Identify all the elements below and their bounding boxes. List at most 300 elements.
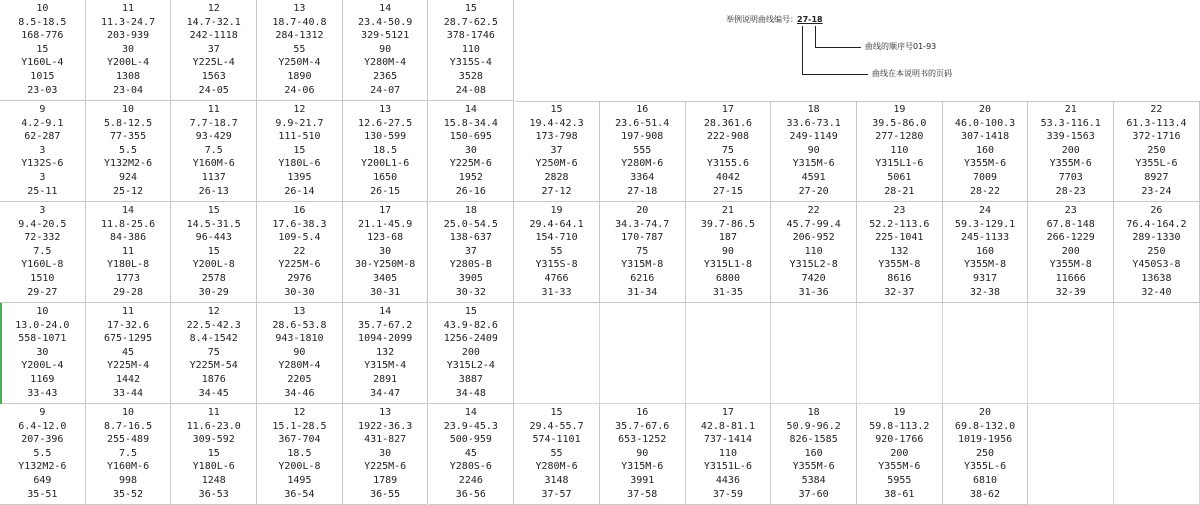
cell-motor-model: Y200L-4 [21,360,64,372]
cell-power: 45 [122,346,135,358]
empty-cell [686,303,772,404]
cell-index: 21 [721,205,734,216]
cell-power: 7.5 [204,144,223,156]
cell-index: 15 [464,3,477,14]
cell-curve-code: 37-59 [712,488,743,500]
cell-value: 2891 [373,374,398,385]
curve-cell[interactable] [857,101,943,202]
cell-power: 110 [461,43,480,55]
cell-curve-code: 34-47 [370,387,401,399]
cell-range-2: 154-710 [535,232,578,244]
cell-power: 132 [376,346,395,358]
cell-range-1: 9.4-20.5 [18,218,67,230]
cell-motor-model: Y355M-8 [963,259,1007,271]
curve-cell[interactable] [171,202,257,303]
cell-index: 20 [979,104,992,115]
cell-range-2: 197-908 [621,131,664,143]
cell-range-2: 339-1563 [1046,131,1095,143]
cell-curve-code: 23-24 [1141,185,1172,197]
cell-motor-model: Y315M-4 [364,360,407,372]
cell-value: 1650 [373,172,398,183]
cell-range-1: 23.9-45.3 [443,420,498,432]
legend-page-label: 曲线在本说明书的页码 [872,69,952,78]
cell-curve-code: 32-39 [1055,286,1086,298]
cell-index: 13 [379,104,392,115]
curve-cell[interactable] [600,101,686,202]
empty-cell [1028,303,1114,404]
cell-power: 30 [122,43,135,55]
cell-power: 55 [293,43,306,55]
cell-range-1: 67.8-148 [1046,218,1095,230]
cell-motor-model: Y355L-6 [1135,158,1178,170]
cell-range-1: 11.3-24.7 [100,16,156,28]
cell-value: 4042 [715,172,740,183]
cell-range-1: 50.9-96.2 [786,420,841,432]
cell-range-2: 266-1229 [1046,232,1095,244]
cell-range-1: 28.6-53.8 [272,319,327,331]
cell-index: 9 [39,104,46,115]
empty-cell [600,303,686,404]
cell-curve-code: 28-21 [884,185,915,197]
cell-range-2: 245-1133 [960,232,1010,244]
cell-range-1: 61.3-113.4 [1126,117,1187,129]
curve-cell[interactable] [1114,202,1200,303]
cell-range-1: 11.6-23.0 [186,420,241,432]
cell-power: 250 [1147,144,1166,156]
cell-power: 200 [890,447,909,459]
cell-power: 75 [207,346,220,358]
cell-range-2: 1094-2099 [358,333,413,345]
cell-power: 15 [36,43,49,55]
cell-index: 12 [293,407,306,418]
cell-value: 1308 [115,71,141,82]
cell-range-1: 11.8-25.6 [100,218,156,230]
cell-curve-code: 34-48 [455,387,486,399]
cell-index: 14 [464,407,477,418]
cell-motor-model: Y225M-6 [278,259,321,271]
cell-range-2: 329-5121 [361,30,410,42]
cell-motor-model: Y250M-4 [278,57,321,69]
cell-range-2: 431-827 [364,434,407,446]
curve-cell[interactable] [600,404,686,505]
cell-range-2: 77-355 [109,131,147,143]
cell-motor-model: Y355M-8 [1049,259,1092,271]
cell-value: 1510 [30,273,55,284]
cell-power: 30 [379,245,392,257]
cell-motor-model: Y355L-6 [963,461,1007,473]
cell-curve-code: 27-12 [541,185,572,197]
cell-motor-model: Y180L-8 [106,259,150,271]
cell-range-1: 29.4-64.1 [529,218,584,230]
cell-power: 45 [464,447,477,459]
cell-motor-model: Y355M-6 [792,461,835,473]
cell-motor-model: Y225L-4 [192,57,235,69]
cell-power: 18.5 [373,144,398,156]
cell-index: 21 [1064,104,1077,115]
cell-curve-code: 38-62 [969,488,1001,500]
cell-power: 110 [718,447,737,459]
cell-index: 22 [807,205,820,216]
curve-cell[interactable] [0,404,86,505]
cell-curve-code: 26-14 [284,185,315,197]
cell-motor-model: Y225M-6 [449,158,492,170]
cell-power: 110 [890,144,909,156]
cell-range-1: 69.8-132.0 [954,420,1016,432]
cell-power: 55 [550,245,563,257]
cell-index: 11 [207,104,220,115]
cell-index: 16 [636,407,649,418]
curve-cell[interactable] [343,101,429,202]
cell-range-2: 737-1414 [703,434,753,446]
cell-curve-code: 33-43 [27,387,58,399]
connector-page-horizontal [802,74,868,75]
cell-motor-model: Y200L-8 [192,259,235,271]
curve-cell[interactable] [600,202,686,303]
curve-cell[interactable] [257,101,343,202]
cell-motor-model: Y160M-6 [192,158,235,170]
cell-index: 12 [207,3,220,14]
cell-curve-code: 35-51 [27,488,58,500]
cell-index: 24 [979,205,992,216]
cell-power: 55 [550,447,563,459]
cell-value: 3905 [458,273,483,284]
cell-motor-model: Y315L1-6 [875,158,924,170]
cell-range-1: 43.9-82.6 [443,319,498,331]
cell-power: 30 [379,447,392,459]
cell-index: 11 [122,306,135,317]
connector-page-vertical [802,26,803,74]
cell-power: 90 [379,43,392,55]
curve-cell[interactable] [257,0,343,101]
cell-range-1: 13.0-24.0 [15,319,70,331]
legend-title: 举例说明曲线编号： [726,15,798,24]
cell-value: 5061 [887,172,912,183]
empty-cell [1114,303,1200,404]
cell-range-1: 22.5-42.3 [186,319,241,331]
cell-power: 5.5 [33,447,52,459]
cell-range-1: 33.6-73.1 [786,117,841,129]
cell-curve-code: 30-29 [198,286,229,298]
cell-index: 11 [122,3,135,14]
cell-curve-code: 36-55 [370,488,401,500]
cell-index: 12 [207,306,220,317]
cell-range-1: 1922-36.3 [358,420,413,432]
curve-cell[interactable] [943,101,1029,202]
cell-curve-code: 37-57 [541,488,572,500]
cell-range-1: 18.7-40.8 [272,16,327,28]
cell-index: 15 [550,407,563,418]
cell-index: 14 [379,3,392,14]
cell-range-2: 187 [718,232,737,244]
cell-range-2: 168-776 [21,30,64,42]
curve-cell[interactable] [514,404,600,505]
cell-range-2: 111-510 [278,131,321,143]
curve-cell[interactable] [257,404,343,505]
cell-range-1: 9.9-21.7 [275,117,324,129]
cell-curve-code: 28-22 [969,185,1001,197]
cell-curve-code: 25-11 [27,185,58,197]
cell-value: 2578 [201,273,226,284]
cell-range-1: 21.1-45.9 [358,218,413,230]
curve-cell[interactable] [257,202,343,303]
cell-power: 75 [636,245,649,257]
cell-motor-model: Y355M-6 [963,158,1007,170]
cell-index: 10 [122,407,135,418]
cell-motor-model: Y280S-6 [449,461,492,473]
cell-value: 4436 [715,475,740,486]
cell-index: 12 [293,104,306,115]
curve-cell[interactable] [86,303,172,404]
cell-index: 13 [293,3,306,14]
cell-motor-model: Y250M-6 [535,158,578,170]
cell-value: 1773 [115,273,141,284]
cell-range-2: 138-637 [449,232,492,244]
cell-value: 1248 [201,475,226,486]
cell-motor-model: Y280M-4 [364,57,407,69]
curve-cell[interactable] [429,303,515,404]
cell-curve-code: 23-03 [27,84,58,96]
cell-motor-model: Y315M-6 [792,158,835,170]
cell-range-2: 367-704 [278,434,321,446]
cell-range-2: 170-787 [621,232,664,244]
curve-cell[interactable] [514,101,600,202]
curve-cell[interactable] [514,202,600,303]
cell-value: 998 [119,475,138,486]
curve-cell[interactable] [86,202,172,303]
connector-seq-vertical [815,26,816,47]
cell-range-2: 62-287 [24,131,61,143]
cell-curve-code: 24-05 [198,84,229,96]
cell-index: 26 [1150,205,1163,216]
cell-motor-model: Y160L-4 [21,57,64,69]
cell-range-1: 17.6-38.3 [272,218,327,230]
cell-range-1: 28.361.6 [703,117,753,129]
cell-curve-code: 32-40 [1141,286,1172,298]
cell-range-2: 130-599 [364,131,407,143]
cell-motor-model: Y315L1-8 [703,259,753,271]
cell-value: 1395 [287,172,312,183]
cell-value: 5955 [887,475,912,486]
cell-motor-model: Y280S-B [449,259,492,271]
cell-curve-code: 29-28 [112,286,144,298]
cell-range-2: 242-1118 [189,30,238,42]
curve-cell[interactable] [86,101,172,202]
curve-cell[interactable] [343,202,429,303]
cell-value: 8927 [1144,172,1169,183]
cell-value: 1890 [287,71,312,82]
cell-index: 20 [636,205,649,216]
cell-range-1: 12.6-27.5 [358,117,413,129]
cell-curve-code: 31-33 [541,286,572,298]
cell-range-2: 1256-2409 [443,333,498,345]
cell-range-1: 4.2-9.1 [21,117,64,129]
curve-cell[interactable] [857,404,943,505]
curve-cell[interactable] [0,303,86,404]
cell-index: 15 [207,205,220,216]
curve-cell[interactable] [429,101,515,202]
cell-motor-model: Y160M-6 [106,461,150,473]
curve-cell[interactable] [686,404,772,505]
cell-power: 30 [36,346,49,358]
cell-index: 19 [550,205,563,216]
curve-cell[interactable] [171,101,257,202]
curve-cell[interactable] [343,303,429,404]
cell-value: 2205 [287,374,312,385]
curve-cell[interactable] [1028,202,1114,303]
cell-curve-code: 37-60 [798,488,829,500]
cell-range-2: 284-1312 [275,30,324,42]
cell-index: 16 [636,104,649,115]
curve-cell[interactable] [86,0,172,101]
cell-index: 23 [893,205,906,216]
cell-curve-code: 31-34 [627,286,658,298]
cell-index: 14 [379,306,392,317]
cell-curve-code: 30-32 [455,286,486,298]
cell-curve-code: 23-04 [112,84,144,96]
curve-cell[interactable] [771,101,857,202]
empty-cell [857,303,943,404]
cell-range-2: 675-1295 [103,333,153,345]
cell-value: 4766 [544,273,569,284]
cell-range-2: 372-1716 [1132,131,1181,143]
cell-range-2: 249-1149 [789,131,838,143]
curve-cell[interactable] [171,404,257,505]
cell-index: 17 [379,205,392,216]
cell-value: 6216 [630,273,655,284]
curve-cell[interactable] [771,202,857,303]
cell-motor-model: Y180L-6 [192,461,235,473]
cell-motor-model: Y315S-8 [535,259,578,271]
curve-cell[interactable] [257,303,343,404]
curve-cell[interactable] [857,202,943,303]
cell-value: 6810 [972,475,998,486]
legend-example-code: 27-18 [797,15,823,24]
cell-curve-code: 31-35 [712,286,743,298]
curve-cell[interactable] [0,0,86,101]
curve-cell[interactable] [429,404,515,505]
cell-range-2: 826-1585 [789,434,838,446]
cell-curve-code: 34-45 [198,387,229,399]
cell-motor-model: Y132M2-6 [18,461,67,473]
curve-cell[interactable] [343,0,429,101]
cell-power: 555 [633,144,652,156]
empty-cell [1114,404,1200,505]
cell-range-1: 7.7-18.7 [189,117,238,129]
cell-motor-model: Y160L-8 [21,259,64,271]
cell-index: 17 [721,104,734,115]
cell-range-2: 173-798 [535,131,578,143]
legend-example [515,0,1200,102]
cell-power: 160 [976,144,995,156]
curve-cell[interactable] [943,202,1029,303]
cell-motor-model: 30-Y250M-8 [355,259,416,271]
curve-cell[interactable] [686,202,772,303]
cell-range-2: 123-68 [367,232,404,244]
cell-range-1: 42.8-81.1 [700,420,756,432]
cell-curve-code: 27-20 [798,185,829,197]
curve-cell[interactable] [429,0,515,101]
cell-range-1: 35.7-67.6 [615,420,670,432]
cell-motor-model: Y200L1-6 [361,158,410,170]
cell-index: 17 [721,407,734,418]
cell-motor-model: Y315M-6 [621,461,664,473]
curve-cell[interactable] [86,404,172,505]
curve-cell[interactable] [343,404,429,505]
cell-range-2: 206-952 [792,232,835,244]
cell-value: 3364 [630,172,655,183]
cell-power: 75 [721,144,734,156]
cell-value: 1015 [30,71,55,82]
curve-cell[interactable] [0,202,86,303]
cell-range-2: 378-1746 [446,30,495,42]
cell-range-1: 59.3-129.1 [954,218,1016,230]
curve-cell[interactable] [1028,101,1114,202]
curve-cell[interactable] [686,101,772,202]
legend-seq-label: 曲线的顺序号01-93 [865,42,937,51]
curve-cell[interactable] [0,101,86,202]
empty-cell [943,303,1029,404]
cell-index: 15 [550,104,563,115]
cell-value: 2828 [544,172,569,183]
cell-power: 15 [207,245,220,257]
cell-power: 90 [293,346,306,358]
curve-cell[interactable] [171,303,257,404]
cell-power: 30 [464,144,477,156]
cell-motor-model: Y3151L-6 [703,461,753,473]
cell-range-1: 52.2-113.6 [869,218,930,230]
curve-cell[interactable] [171,0,257,101]
cell-range-2: 109-5.4 [278,232,321,244]
cell-range-1: 28.7-62.5 [443,16,498,28]
cell-range-1: 34.3-74.7 [615,218,670,230]
cell-curve-code: 38-61 [884,488,915,500]
cell-value: 2365 [373,71,398,82]
cell-value: 1442 [115,374,141,385]
cell-motor-model: Y200L-4 [106,57,150,69]
cell-curve-code: 28-23 [1055,185,1086,197]
cell-index: 14 [122,205,135,216]
cell-power: 132 [890,245,909,257]
cell-index: 10 [122,104,135,115]
cell-power: 250 [976,447,995,459]
cell-motor-model: Y315L2-8 [789,259,838,271]
cell-motor-model: Y132S-6 [21,158,64,170]
curve-cell[interactable] [943,404,1029,505]
cell-range-2: 500-959 [449,434,492,446]
cell-power: 200 [461,346,480,358]
cell-motor-model: Y225M-6 [364,461,407,473]
cell-value: 8616 [887,273,912,284]
cell-index: 3 [39,205,46,216]
cell-motor-model: Y200L-8 [278,461,321,473]
curve-cell[interactable] [429,202,515,303]
cell-power: 200 [1061,245,1080,257]
cell-curve-code: 24-08 [455,84,486,96]
cell-value: 4591 [801,172,826,183]
cell-power: 22 [293,245,306,257]
cell-range-2: 307-1418 [960,131,1010,143]
cell-range-2: 574-1101 [532,434,581,446]
cell-index: 18 [464,205,477,216]
curve-cell[interactable] [1114,101,1200,202]
curve-cell[interactable] [771,404,857,505]
cell-range-2: 255-489 [106,434,150,446]
cell-range-1: 29.4-55.7 [529,420,584,432]
cell-curve-code: 35-52 [112,488,144,500]
cell-range-2: 1019-1956 [957,434,1013,446]
cell-value: 3887 [458,374,483,385]
cell-power: 11 [122,245,135,257]
